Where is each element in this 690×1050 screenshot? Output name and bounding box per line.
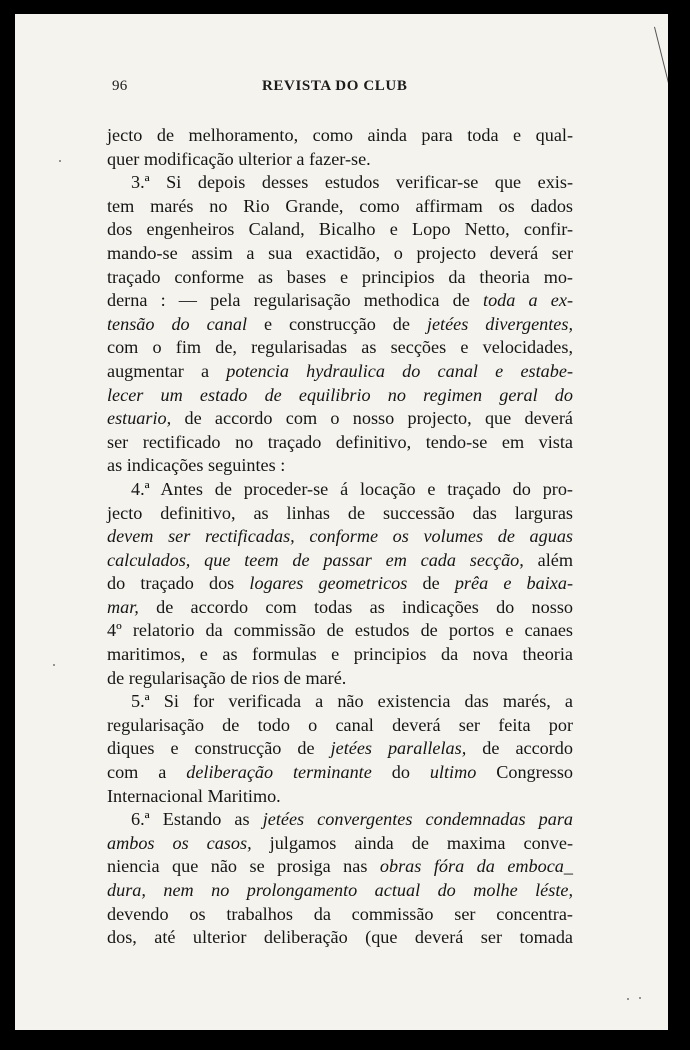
text-line: traçado conforme as bases e principios da theoria mo- [107, 266, 573, 287]
text-line: do traçado dos logares geometricos de prêa e baixa- [107, 573, 573, 594]
text-line: devendo os trabalhos da commissão ser concentra- [107, 903, 573, 924]
paper-speck [639, 997, 641, 999]
text-line: quer modificação ulterior a fazer-se. [107, 148, 371, 169]
text-line: augmentar a potencia hydraulica do canal e estabe- [107, 360, 573, 381]
text-line: diques e construcção de jetées parallelas, de accordo [107, 738, 573, 759]
text-line: ser rectificado no traçado definitivo, tendo-se em vista [107, 431, 573, 452]
text-line: derna : — pela regularisação methodica de toda a ex- [107, 290, 573, 311]
paragraph-start-6: 6.ª Estando as jetées convergentes condemnadas para [131, 809, 574, 830]
paper-speck [53, 664, 55, 666]
text-line: 4º relatorio da commissão de estudos de portos e canaes [107, 620, 573, 641]
paragraph-start-4: 4.ª Antes de proceder-se á locação e traçado do pro- [131, 478, 573, 499]
text-line: mando-se assim a sua exactidão, o projecto deverá ser [107, 242, 573, 263]
body-text [107, 124, 573, 950]
text-line: dura, nem no prolongamento actual do molhe léste, [107, 880, 573, 900]
text-line: mar, de accordo com todas as indicações do nosso [107, 596, 573, 617]
text-line: lecer um estado de equilibrio no regimen geral do [107, 384, 573, 405]
text-line: com a deliberação terminante do ultimo Congresso [107, 762, 574, 783]
text-line: jecto de melhoramento, como ainda para toda e qual- [107, 125, 573, 145]
text-line: calculados, que teem de passar em cada secção, além [107, 549, 573, 570]
page-number: 96 [112, 78, 128, 94]
paragraph-start-5: 5.ª Si for verificada a não existencia das marés, a [131, 691, 573, 712]
text-line: tensão do canal e construcção de jetées divergentes, [107, 313, 573, 334]
text-line: de regularisação de rios de maré. [107, 667, 347, 688]
page-edge-mark [654, 27, 668, 84]
text-line: com o fim de, regularisadas as secções e velocidades, [107, 337, 573, 358]
text-line: tem marés no Rio Grande, como affirmam os dados [107, 195, 573, 216]
text-line: as indicações seguintes : [107, 455, 286, 476]
text-line: Internacional Maritimo. [107, 785, 281, 806]
paper-speck [627, 998, 629, 1000]
text-line: jecto definitivo, as linhas de successão das larguras [107, 502, 573, 523]
text-line: maritimos, e as formulas e principios da nova theoria [107, 644, 573, 665]
text-line: estuario, de accordo com o nosso projecto, que deverá [107, 408, 573, 429]
paper-speck [59, 160, 61, 162]
text-line: dos, até ulterior deliberação (que deverá ser tomada [107, 927, 573, 948]
book-page [15, 14, 668, 1030]
text-line: devem ser rectificadas, conforme os volumes de aguas [107, 526, 573, 547]
text-line: ambos os casos, julgamos ainda de maxima conve- [107, 832, 573, 853]
text-line: regularisação de todo o canal deverá ser feita por [107, 714, 573, 735]
running-title: REVISTA DO CLUB [262, 78, 408, 94]
text-line: niencia que não se prosiga nas obras fóra da emboca_ [107, 856, 573, 877]
paragraph-start-3: 3.ª Si depois desses estudos verificar-se que exis- [131, 172, 573, 193]
text-line: dos engenheiros Caland, Bicalho e Lopo Netto, confir- [107, 219, 573, 240]
